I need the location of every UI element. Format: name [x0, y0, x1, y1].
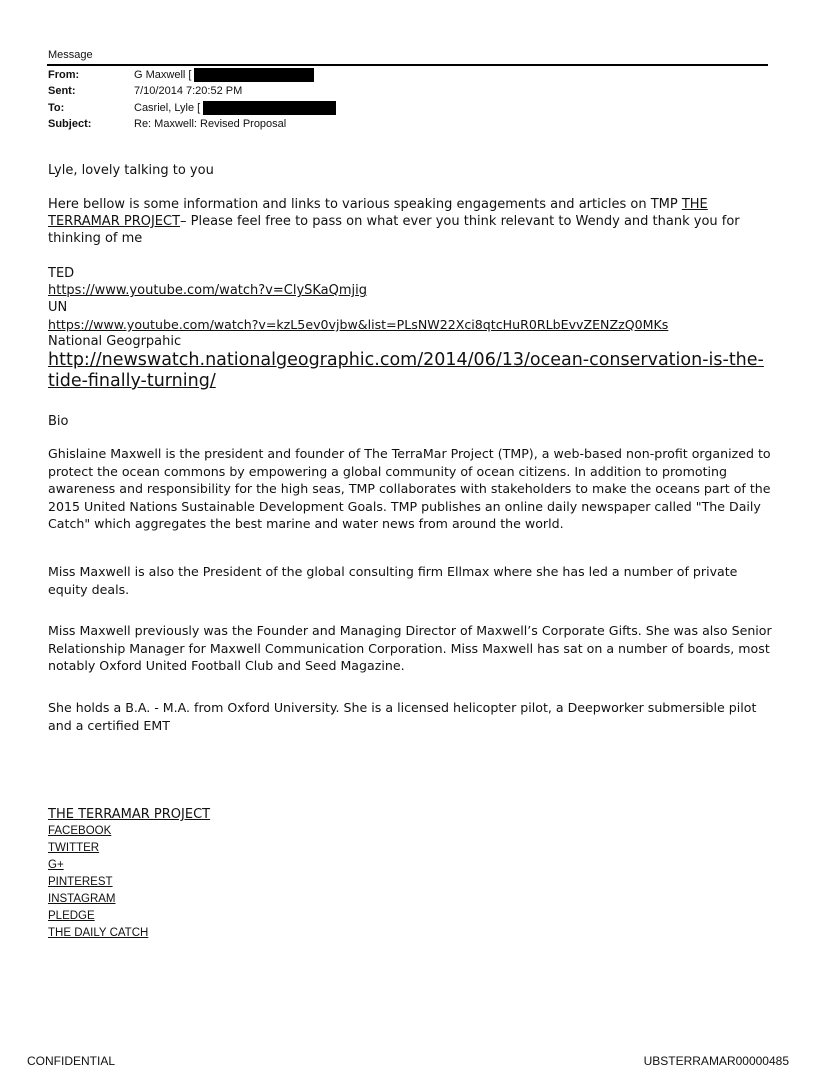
- pledge-link[interactable]: PLEDGE: [48, 910, 95, 922]
- from-row: [48, 68, 314, 83]
- to-label: To:: [48, 102, 65, 114]
- sent-row: [48, 84, 242, 99]
- gplus-link[interactable]: G+: [48, 859, 64, 871]
- redaction-block: [203, 101, 336, 115]
- un-link[interactable]: https://www.youtube.com/watch?v=kzL5ev0vjbw&list=PLsNW22Xci8qtcHuR0RLbEvvZENZzQ0MKs: [48, 317, 669, 332]
- bio-paragraph: She holds a B.A. - M.A. from Oxford University. She is a licensed helicopter pilot, a Deepworker submersible pilot and a certified EMT: [48, 700, 757, 733]
- facebook-link[interactable]: FACEBOOK: [48, 825, 112, 837]
- sent-value: 7/10/2014 7:20:52 PM: [134, 85, 243, 97]
- intro-paragraph: [48, 196, 768, 247]
- ted-label: TED: [48, 266, 75, 281]
- intro-text: Here bellow is some information and links to various speaking engagements and articles on TMP: [48, 197, 682, 212]
- bio-paragraph: Miss Maxwell is also the President of the global consulting firm Ellmax where she has led a number of private equity deals.: [48, 564, 738, 597]
- header-divider: [47, 64, 768, 66]
- un-label: UN: [48, 300, 68, 315]
- intro-text-end: – Please feel free to pass on what ever you think relevant to Wendy and thank you for thinking of me: [48, 214, 740, 246]
- instagram-link[interactable]: INSTAGRAM: [48, 893, 116, 905]
- to-row: [48, 101, 336, 116]
- message-label: Message: [48, 49, 93, 61]
- terramar-link[interactable]: THE TERRAMAR PROJECT: [48, 197, 708, 229]
- redaction-block: [194, 68, 314, 82]
- ted-link[interactable]: https://www.youtube.com/watch?v=ClySKaQmjig: [48, 283, 368, 298]
- to-value: Casriel, Lyle [: [134, 102, 201, 114]
- bates-number: UBSTERRAMAR00000485: [643, 1054, 789, 1068]
- bio-paragraph: Ghislaine Maxwell is the president and founder of The TerraMar Project (TMP), a web-based non-profit organized to protect the ocean commons by empowering a global community of ocean citizens. In addition to promoting awareness and responsibility for the high seas, TMP collaborates with stakeholders to make the oceans part of the 2015 United Nations Sustainable Development Goals. TMP publishes an online daily newspaper called "The Daily Catch" which aggregates the best marine and water news from around the world.: [48, 446, 771, 531]
- bio-paragraph: Miss Maxwell previously was the Founder and Managing Director of Maxwell’s Corporate Gifts. She was also Senior Relationship Manager for Maxwell Communication Corporation. Miss Maxwell has sat on a number of boards, most notably Oxford United Football Club and Seed Magazine.: [48, 623, 772, 673]
- pinterest-link[interactable]: PINTEREST: [48, 876, 113, 888]
- subject-row: [48, 117, 286, 132]
- greeting: Lyle, lovely talking to you: [48, 163, 214, 178]
- subject-label: Subject:: [48, 118, 92, 130]
- signature-title-link[interactable]: THE TERRAMAR PROJECT: [48, 807, 211, 822]
- from-label: From:: [48, 69, 80, 81]
- signature-block: [48, 806, 210, 942]
- twitter-link[interactable]: TWITTER: [48, 842, 100, 854]
- natgeo-label: National Geogrpahic: [48, 334, 182, 349]
- confidential-stamp: CONFIDENTIAL: [27, 1054, 116, 1068]
- subject-value: Re: Maxwell: Revised Proposal: [134, 118, 287, 130]
- bio-heading: Bio: [48, 414, 69, 429]
- daily-catch-link[interactable]: THE DAILY CATCH: [48, 927, 149, 939]
- natgeo-link[interactable]: http://newswatch.nationalgeographic.com/2014/06/13/ocean-conservation-is-the-tide-finally-turning/: [48, 350, 764, 391]
- from-value: G Maxwell [: [134, 69, 192, 81]
- sent-label: Sent:: [48, 85, 76, 97]
